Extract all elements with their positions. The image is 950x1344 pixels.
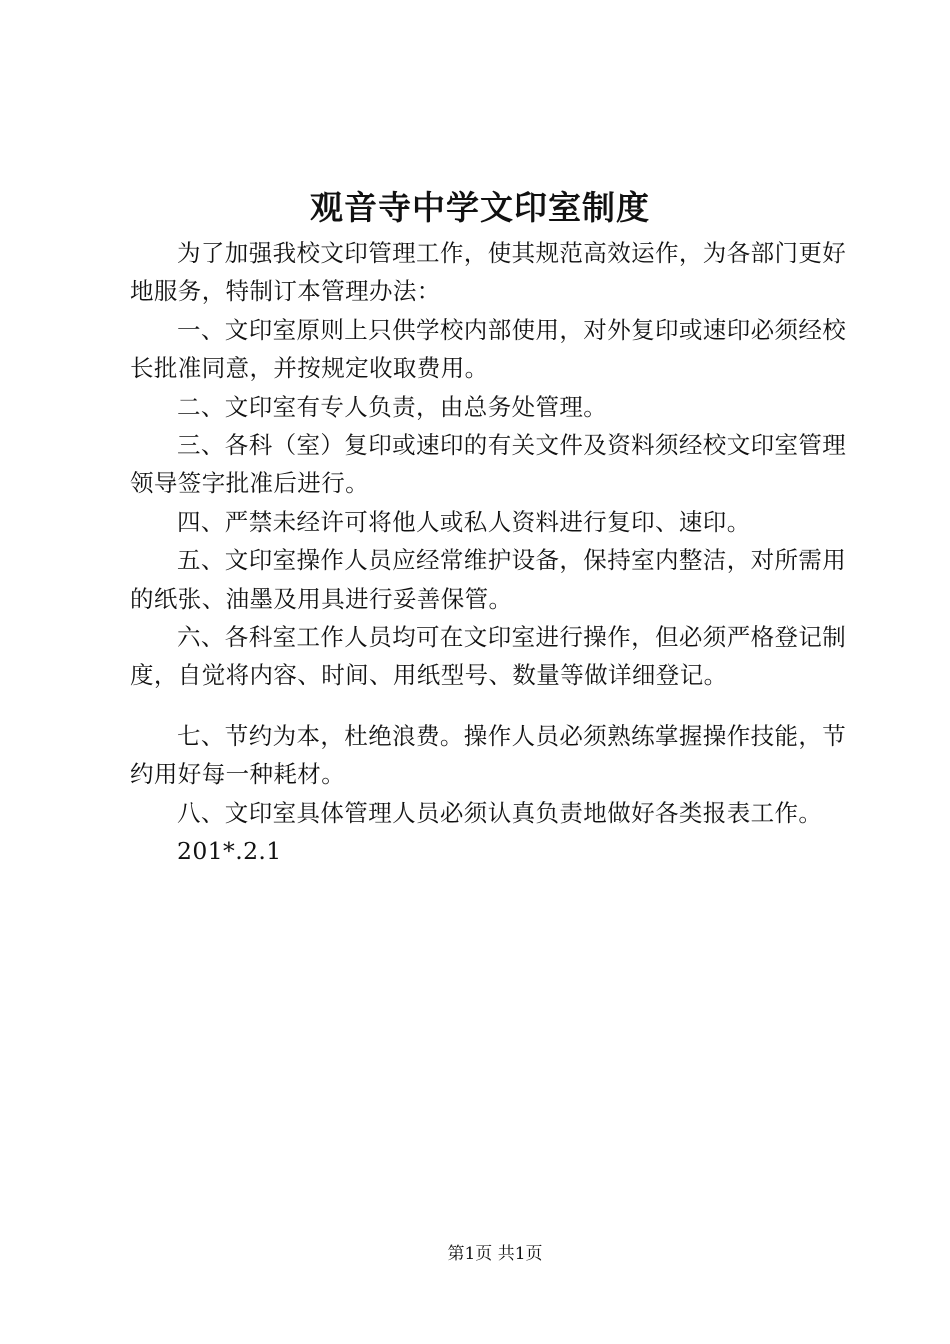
page-footer: 第1页 共1页	[447, 1244, 543, 1264]
rule-3-paragraph: 三、各科（室）复印或速印的有关文件及资料须经校文印室管理领导签字批准后进行。	[130, 431, 847, 498]
rule-4-paragraph: 四、严禁未经许可将他人或私人资料进行复印、速印。	[177, 507, 751, 536]
rule-2-paragraph: 二、文印室有专人负责，由总务处管理。	[177, 392, 608, 421]
document-body	[130, 234, 850, 871]
rule-1-paragraph: 一、文印室原则上只供学校内部使用，对外复印或速印必须经校长批准同意，并按规定收取费用。	[130, 315, 847, 383]
rule-5-paragraph: 五、文印室操作人员应经常维护设备，保持室内整洁，对所需用的纸张、油墨及用具进行妥善保管。	[130, 546, 847, 613]
paragraph-gap	[130, 695, 850, 717]
rule-6-paragraph: 六、各科室工作人员均可在文印室进行操作，但必须严格登记制度，自觉将内容、时间、用纸型号、数量等做详细登记。	[130, 623, 847, 690]
document-date: 201*.2.1	[177, 837, 282, 866]
rule-8-paragraph: 八、文印室具体管理人员必须认真负责地做好各类报表工作。	[177, 798, 823, 827]
document-title: 观音寺中学文印室制度	[310, 188, 650, 227]
intro-paragraph: 为了加强我校文印管理工作，使其规范高效运作，为各部门更好地服务，特制订本管理办法：	[130, 239, 847, 306]
rule-7-paragraph: 七、节约为本，杜绝浪费。操作人员必须熟练掌握操作技能，节约用好每一种耗材。	[130, 721, 847, 789]
